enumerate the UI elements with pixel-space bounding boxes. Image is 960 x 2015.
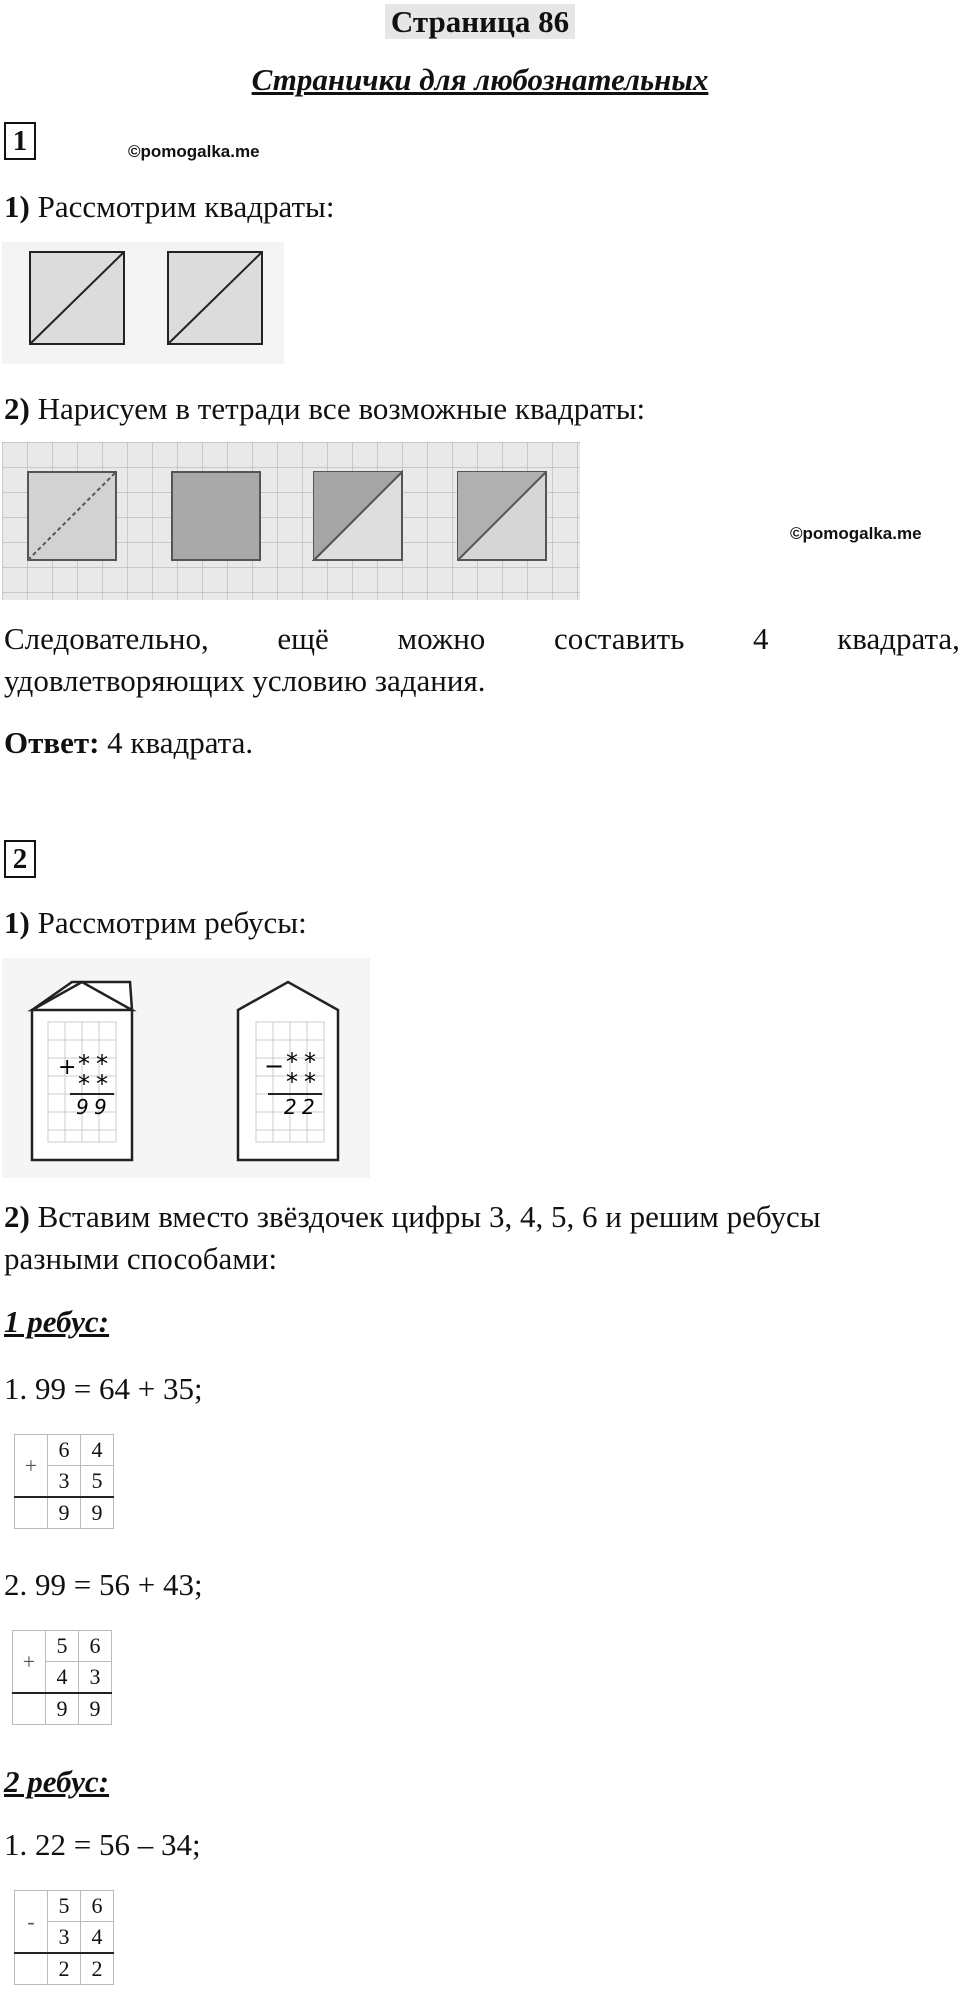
- square-shape: [30, 252, 124, 344]
- svg-text:9: 9: [94, 1095, 107, 1119]
- svg-text:2: 2: [284, 1095, 297, 1119]
- task1-step1: 1) Рассмотрим квадраты:: [4, 189, 335, 224]
- task1-step2: 2) Нарисуем в тетради все возможные квадраты:: [4, 391, 646, 426]
- task1-answer: Ответ: 4 квадрата.: [4, 725, 254, 760]
- page-title: Страница 86: [0, 4, 960, 40]
- watermark: ©pomogalka.me: [128, 142, 260, 161]
- notebook-grid-figure: [2, 442, 580, 600]
- section-subtitle: Странички для любознательных: [251, 62, 709, 97]
- drawn-square: [314, 472, 402, 560]
- svg-text:*: *: [78, 1070, 90, 1098]
- drawn-square: [172, 472, 260, 560]
- rebus2-heading: 2 ребус:: [4, 1764, 110, 1799]
- task2-step2-line1: 2) Вставим вместо звёздочек цифры 3, 4, 5, 6 и решим ребусы: [4, 1199, 821, 1234]
- square-shape: [168, 252, 262, 344]
- svg-text:*: *: [78, 1050, 90, 1078]
- task2-step2-line2: разными способами:: [4, 1241, 278, 1276]
- drawn-square: [28, 472, 116, 560]
- plus-sign: +: [58, 1055, 77, 1080]
- squares-figure: [2, 242, 284, 364]
- rebus1-table-1: + 6 4 3 5 9 9: [14, 1434, 114, 1529]
- svg-text:*: *: [96, 1050, 108, 1078]
- rebus1-table-2: + 5 6 4 3 9 9: [12, 1630, 112, 1725]
- task2-step1: 1) Рассмотрим ребусы:: [4, 905, 307, 940]
- minus-sign: −: [264, 1052, 285, 1080]
- conclusion-line-2: удовлетворяющих условию задания.: [4, 663, 486, 698]
- svg-text:2: 2: [302, 1095, 315, 1119]
- svg-text:*: *: [304, 1068, 316, 1096]
- svg-text:*: *: [286, 1048, 298, 1076]
- drawn-square: [458, 472, 546, 560]
- rebus-house-subtraction: [238, 982, 338, 1160]
- rebus2-equation-1: 1. 22 = 56 – 34;: [4, 1827, 201, 1862]
- rebus2-table-1: - 5 6 3 4 2 2: [14, 1890, 114, 1985]
- rebus-house-addition: [32, 982, 132, 1160]
- svg-text:*: *: [286, 1068, 298, 1096]
- rebus1-heading: 1 ребус:: [4, 1304, 110, 1339]
- rebus1-equation-2: 2. 99 = 56 + 43;: [4, 1567, 203, 1602]
- watermark: ©pomogalka.me: [790, 524, 922, 543]
- rebus-figure: [2, 958, 370, 1178]
- task-number-1: 1: [4, 122, 36, 160]
- svg-text:9: 9: [76, 1095, 89, 1119]
- rebus1-equation-1: 1. 99 = 64 + 35;: [4, 1371, 203, 1406]
- conclusion-line-1: Следовательно, ещё можно составить 4 квадрата,: [4, 621, 960, 656]
- svg-text:*: *: [96, 1070, 108, 1098]
- svg-text:*: *: [304, 1048, 316, 1076]
- task-number-2: 2: [4, 840, 36, 878]
